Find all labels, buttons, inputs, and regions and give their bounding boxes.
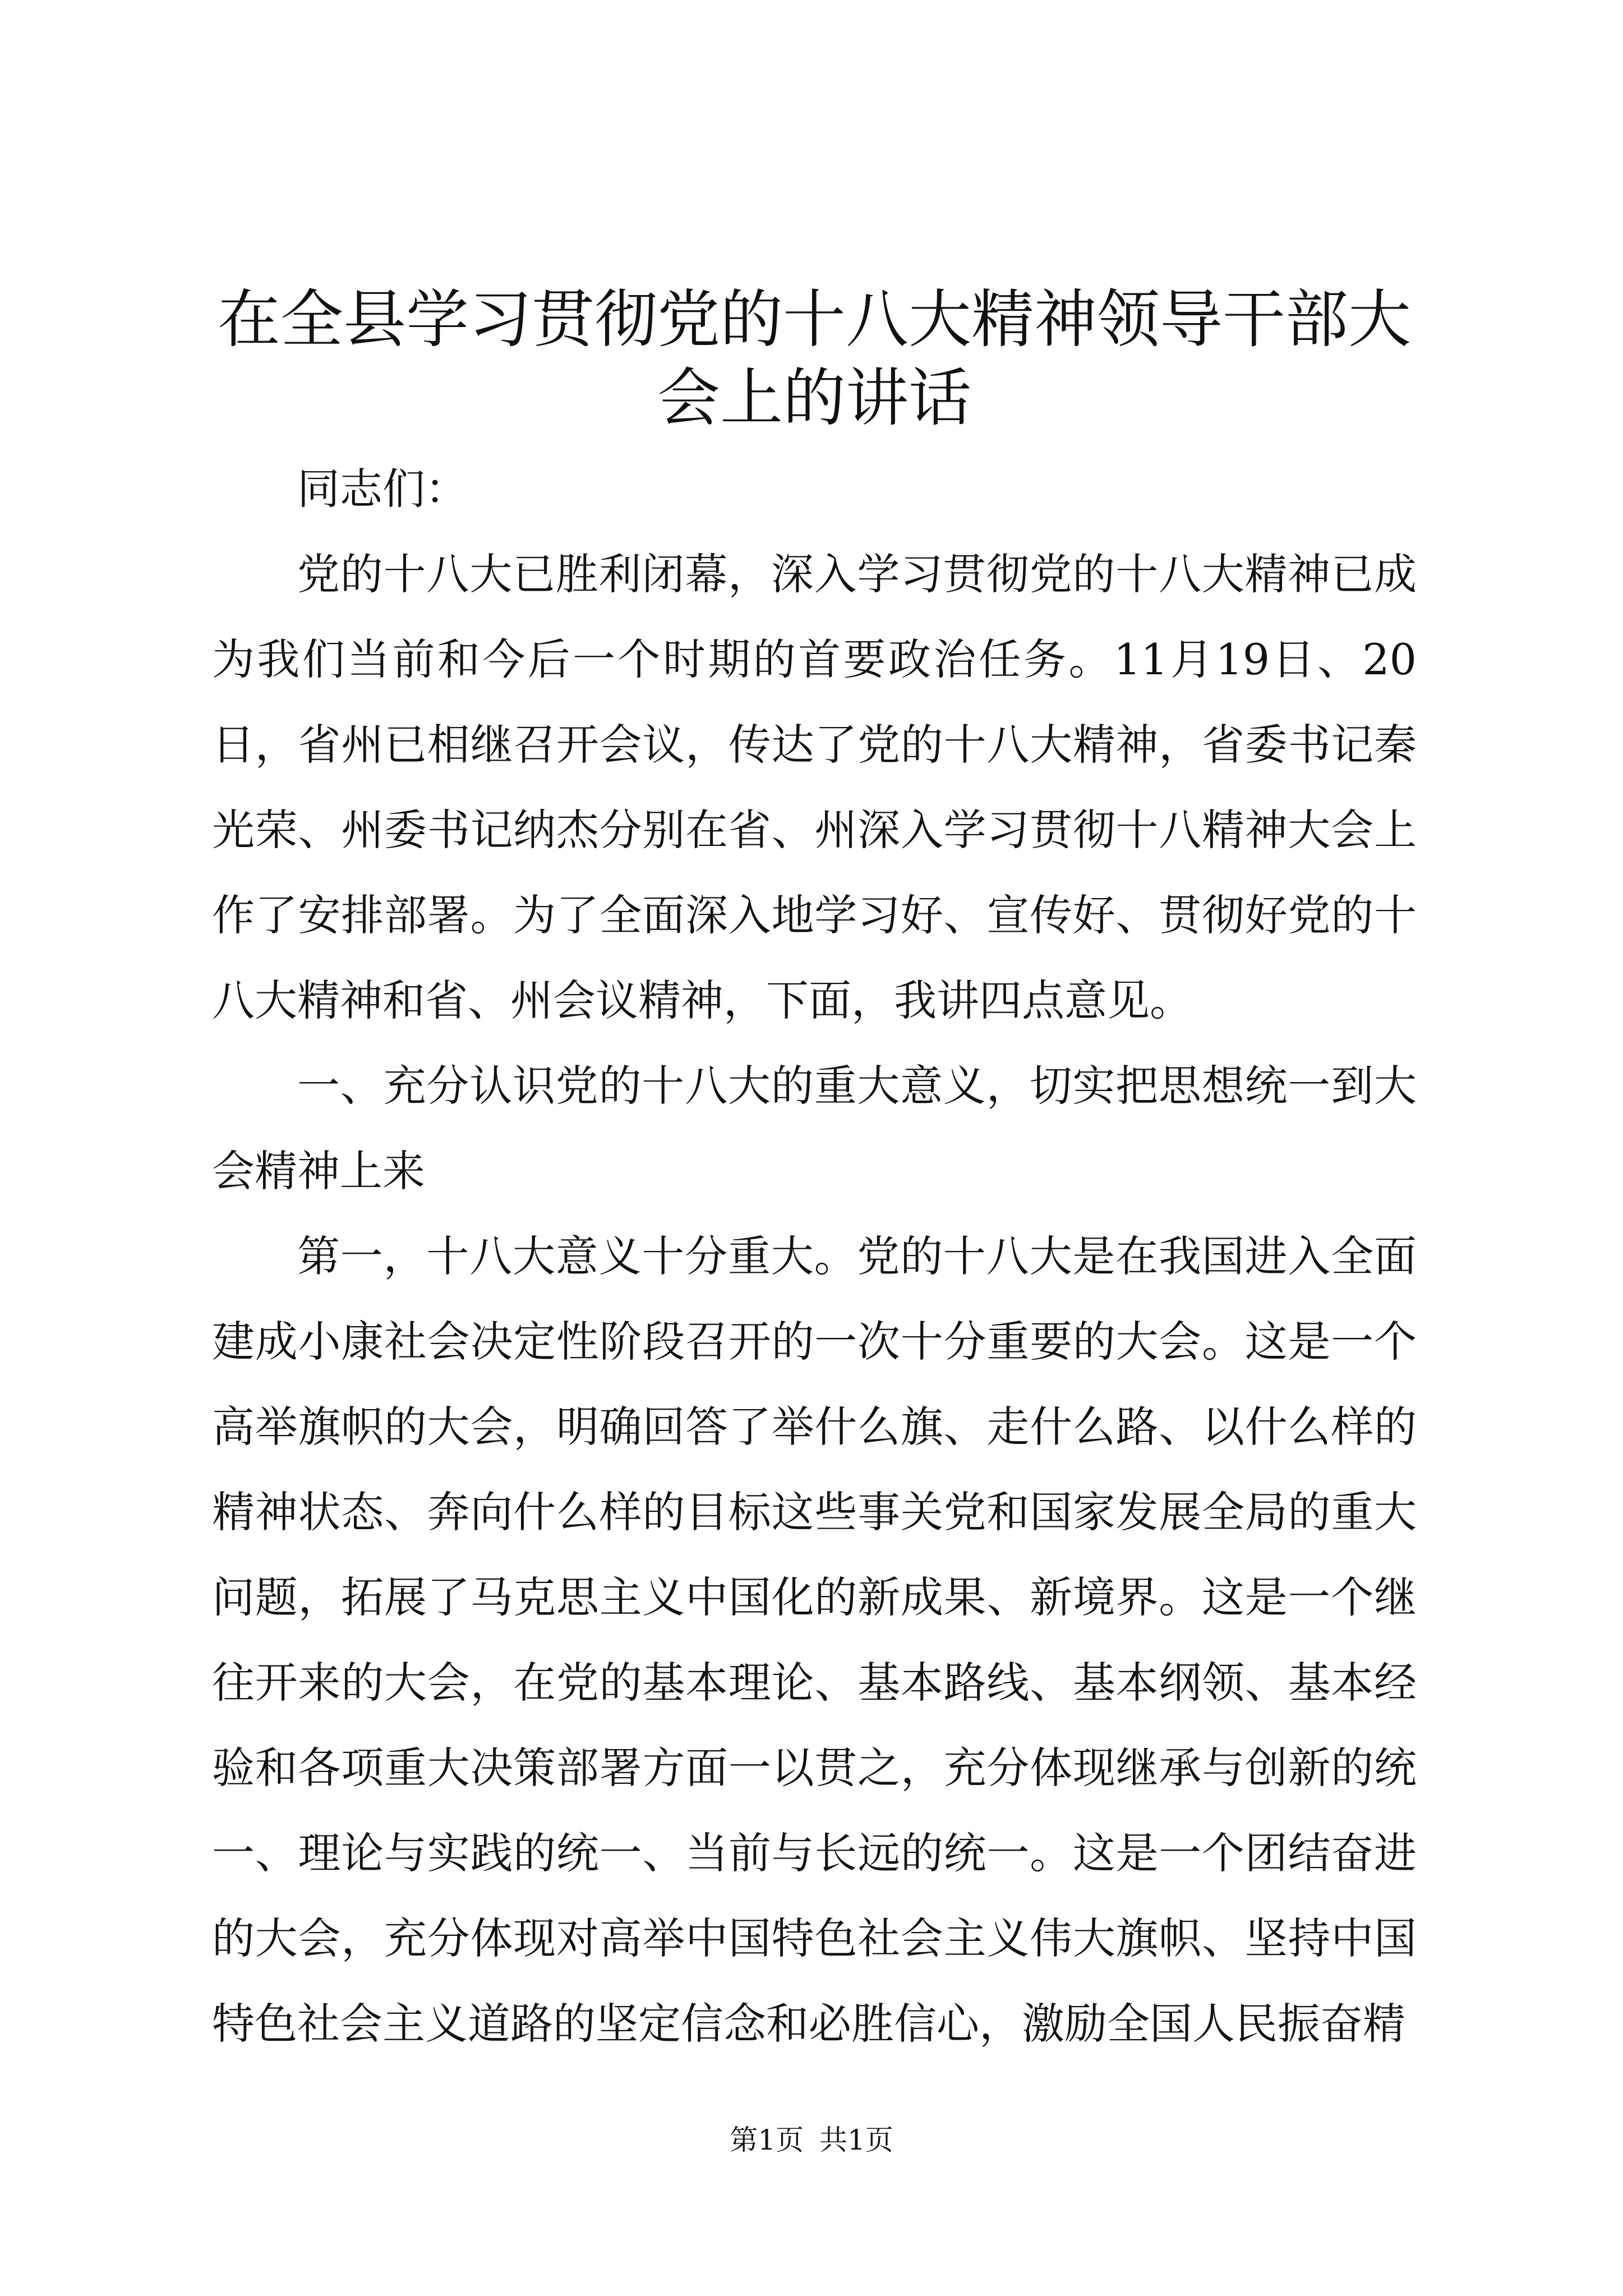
page-total: 共1页 xyxy=(819,2124,893,2156)
document-content xyxy=(212,280,1417,2067)
section-heading: 一、充分认识党的十八大的重大意义，切实把思想统一到大会精神上来 xyxy=(212,1061,1417,1196)
salutation: 同志们： xyxy=(297,464,468,514)
document-title: 在全县学习贯彻党的十八大精神领导干部大会上的讲话 xyxy=(218,283,1411,435)
body-paragraph: 党的十八大已胜利闭幕，深入学习贯彻党的十八大精神已成为我们当前和今后一个时期的首要政治任务。11月19日、20日，省州已相继召开会议，传达了党的十八大精神，省委书记秦光荣、州委书记纳杰分别在省、州深入学习贯彻十八精神大会上作了安排部署。为了全面深入地学习好、宣传好、贯彻好党的十八大精神和省、州会议精神，下面，我讲四点意见。 xyxy=(212,549,1417,1025)
page-number: 第1页 xyxy=(730,2124,804,2156)
page-footer xyxy=(0,2123,1623,2157)
body-paragraph: 第一，十八大意义十分重大。党的十八大是在我国进入全面建成小康社会决定性阶段召开的一次十分重要的大会。这是一个高举旗帜的大会，明确回答了举什么旗、走什么路、以什么样的精神状态、奔向什么样的目标这些事关党和国家发展全局的重大问题，拓展了马克思主义中国化的新成果、新境界。这是一个继往开来的大会，在党的基本理论、基本路线、基本纲领、基本经验和各项重大决策部署方面一以贯之，充分体现继承与创新的统一、理论与实践的统一、当前与长远的统一。这是一个团结奋进的大会，充分体现对高举中国特色社会主义伟大旗帜、坚持中国特色社会主义道路的坚定信念和必胜信心，激励全国人民振奋精 xyxy=(212,1231,1417,2049)
document-body xyxy=(212,447,1417,2067)
